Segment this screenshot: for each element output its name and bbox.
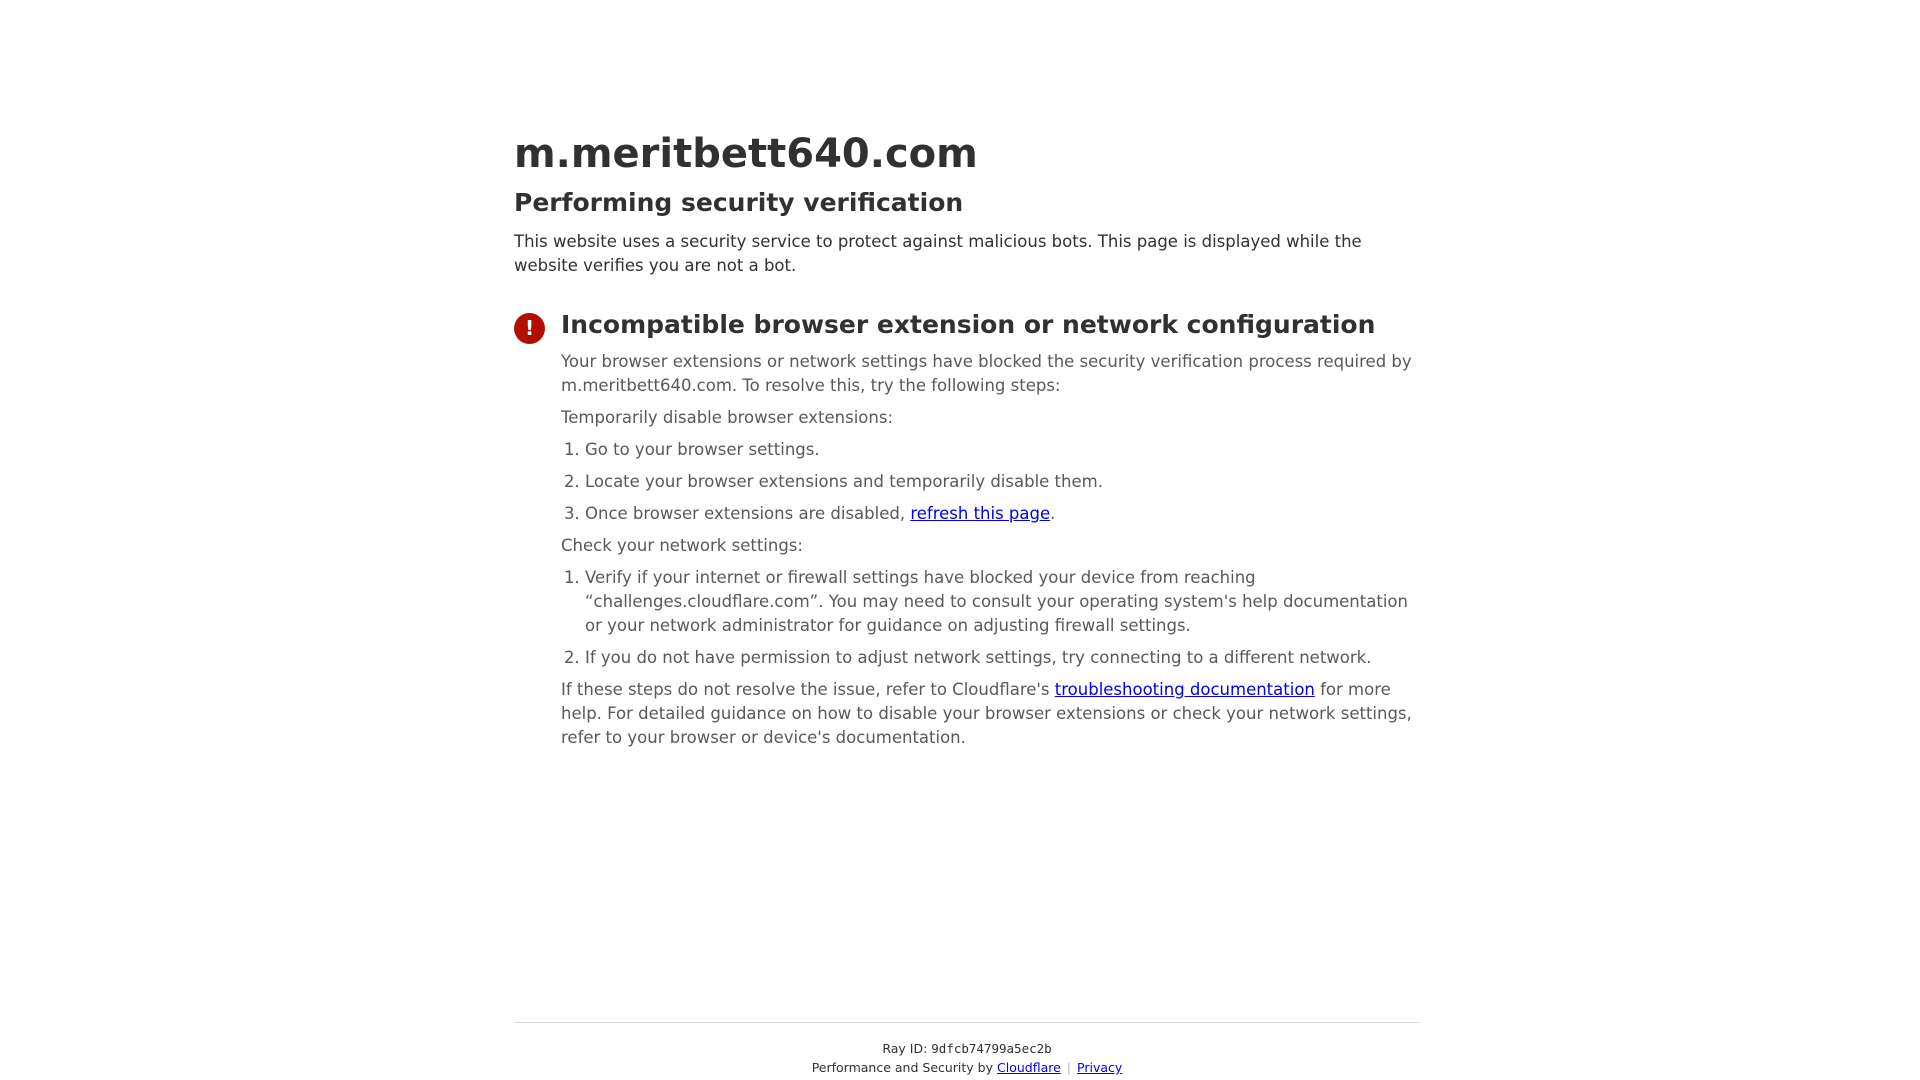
list-item: 1. Go to your browser settings. (585, 438, 1420, 462)
network-heading: Check your network settings: (561, 536, 803, 555)
page-subtitle: Performing security verification (514, 188, 964, 217)
cloudflare-link[interactable]: Cloudflare (997, 1060, 1061, 1075)
ray-id-value: 9dfcb74799a5ec2b (931, 1041, 1052, 1056)
extensions-steps-list (561, 438, 1420, 526)
footer (514, 1022, 1420, 1077)
ray-id-label: Ray ID: (882, 1041, 932, 1056)
error-description: Your browser extensions or network settings have blocked the security verification process required by m.meritbett640.com. To resolve this, try the following steps: (561, 352, 1412, 395)
network-steps-list (561, 566, 1420, 670)
error-title: Incompatible browser extension or network configuration (561, 310, 1376, 339)
list-item: 2. Locate your browser extensions and temporarily disable them. (585, 470, 1420, 494)
list-item: 1. Verify if your internet or firewall settings have blocked your device from reaching “challenges.cloudflare.com”. You may need to consult your operating system's help documentation or your network administrator for guidance on adjusting firewall settings. (585, 566, 1420, 638)
performance-label: Performance and Security by (811, 1060, 997, 1075)
step-text: Once browser extensions are disabled, (585, 504, 911, 523)
performance-line (514, 1059, 1420, 1077)
main-content (514, 128, 1420, 750)
list-item: 2. If you do not have permission to adjust network settings, try connecting to a different network. (585, 646, 1420, 670)
step-text: . (1050, 504, 1056, 523)
help-text-prefix: If these steps do not resolve the issue, refer to Cloudflare's (561, 680, 1055, 699)
help-text-suffix: for more help. For detailed guidance on how to disable your browser extensions or check your network settings, refer to your browser or device's documentation. (561, 680, 1412, 747)
intro-text: This website uses a security service to protect against malicious bots. This page is displayed while the website verifies you are not a bot. (514, 232, 1362, 275)
error-block (514, 308, 1420, 750)
footer-separator: | (1066, 1060, 1072, 1075)
privacy-link[interactable]: Privacy (1077, 1060, 1123, 1075)
help-text (561, 678, 1420, 750)
ray-id (514, 1040, 1420, 1058)
extensions-heading: Temporarily disable browser extensions: (561, 408, 893, 427)
exclamation-circle-icon: ! (514, 313, 545, 344)
site-title: m.meritbett640.com (514, 131, 978, 177)
troubleshooting-docs-link[interactable]: troubleshooting documentation (1054, 680, 1315, 699)
refresh-page-link[interactable]: refresh this page (910, 504, 1051, 523)
list-item (585, 502, 1420, 526)
